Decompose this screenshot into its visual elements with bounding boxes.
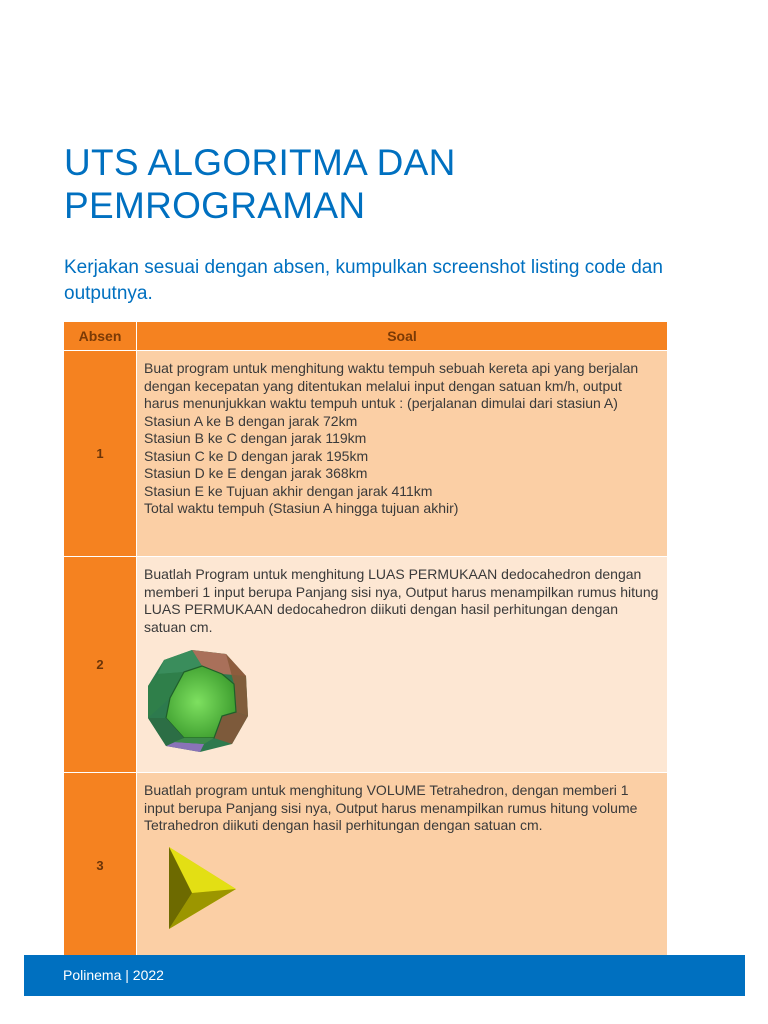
title-line-2: PEMROGRAMAN [64, 185, 366, 226]
station-line: Stasiun C ke D dengan jarak 195km [144, 447, 369, 464]
exam-table [63, 321, 668, 959]
absen-cell: 1 [64, 351, 137, 557]
station-line: Stasiun B ke C dengan jarak 119km [144, 430, 367, 446]
total-line: Total waktu tempuh (Stasiun A hingga tujuan akhir) [144, 500, 459, 516]
station-line: Stasiun D ke E dengan jarak 368km [144, 465, 368, 481]
question-text: Buatlah Program untuk menghitung LUAS PERMUKAAN dedocahedron dengan memberi 1 input berupa Panjang sisi nya, Output harus menampilkan rumus hitung LUAS PERMUKAAN dedocahedron diikuti dengan hasil perhitungan dengan satuan cm. [144, 566, 659, 635]
station-line: Stasiun A ke B dengan jarak 72km [144, 412, 358, 429]
footer-text: Polinema | 2022 [63, 967, 164, 983]
station-line: Stasiun E ke Tujuan akhir dengan jarak 411km [144, 482, 433, 499]
table-header-row [64, 322, 668, 351]
footer-bar [24, 955, 745, 996]
tetrahedron-icon [166, 845, 276, 931]
dodecahedron-icon [144, 646, 256, 758]
header-soal: Soal [137, 322, 668, 351]
instructions-subtitle: Kerjakan sesuai dengan absen, kumpulkan screenshot listing code dan outputnya. [64, 257, 663, 304]
soal-cell [137, 773, 668, 959]
page-title [64, 141, 684, 227]
table-row [64, 557, 668, 773]
table-row [64, 773, 668, 959]
header-absen: Absen [64, 322, 137, 351]
question-text: Buatlah program untuk menghitung VOLUME Tetrahedron, dengan memberi 1 input berupa Panjang sisi nya, Output harus menampilkan rumus hitung volume Tetrahedron diikuti dengan hasil perhitungan dengan satuan cm. [144, 782, 638, 833]
absen-cell: 3 [64, 773, 137, 959]
title-line-1: UTS ALGORITMA DAN [64, 142, 456, 183]
question-text: Buat program untuk menghitung waktu tempuh sebuah kereta api yang berjalan dengan kecepatan yang ditentukan melalui input dengan satuan km/h, output harus menunjukkan waktu tempuh untuk : (perjalanan dimulai dari stasiun A) [144, 360, 639, 411]
table-row [64, 351, 668, 557]
soal-cell [137, 351, 668, 557]
absen-cell: 2 [64, 557, 137, 773]
soal-cell [137, 557, 668, 773]
